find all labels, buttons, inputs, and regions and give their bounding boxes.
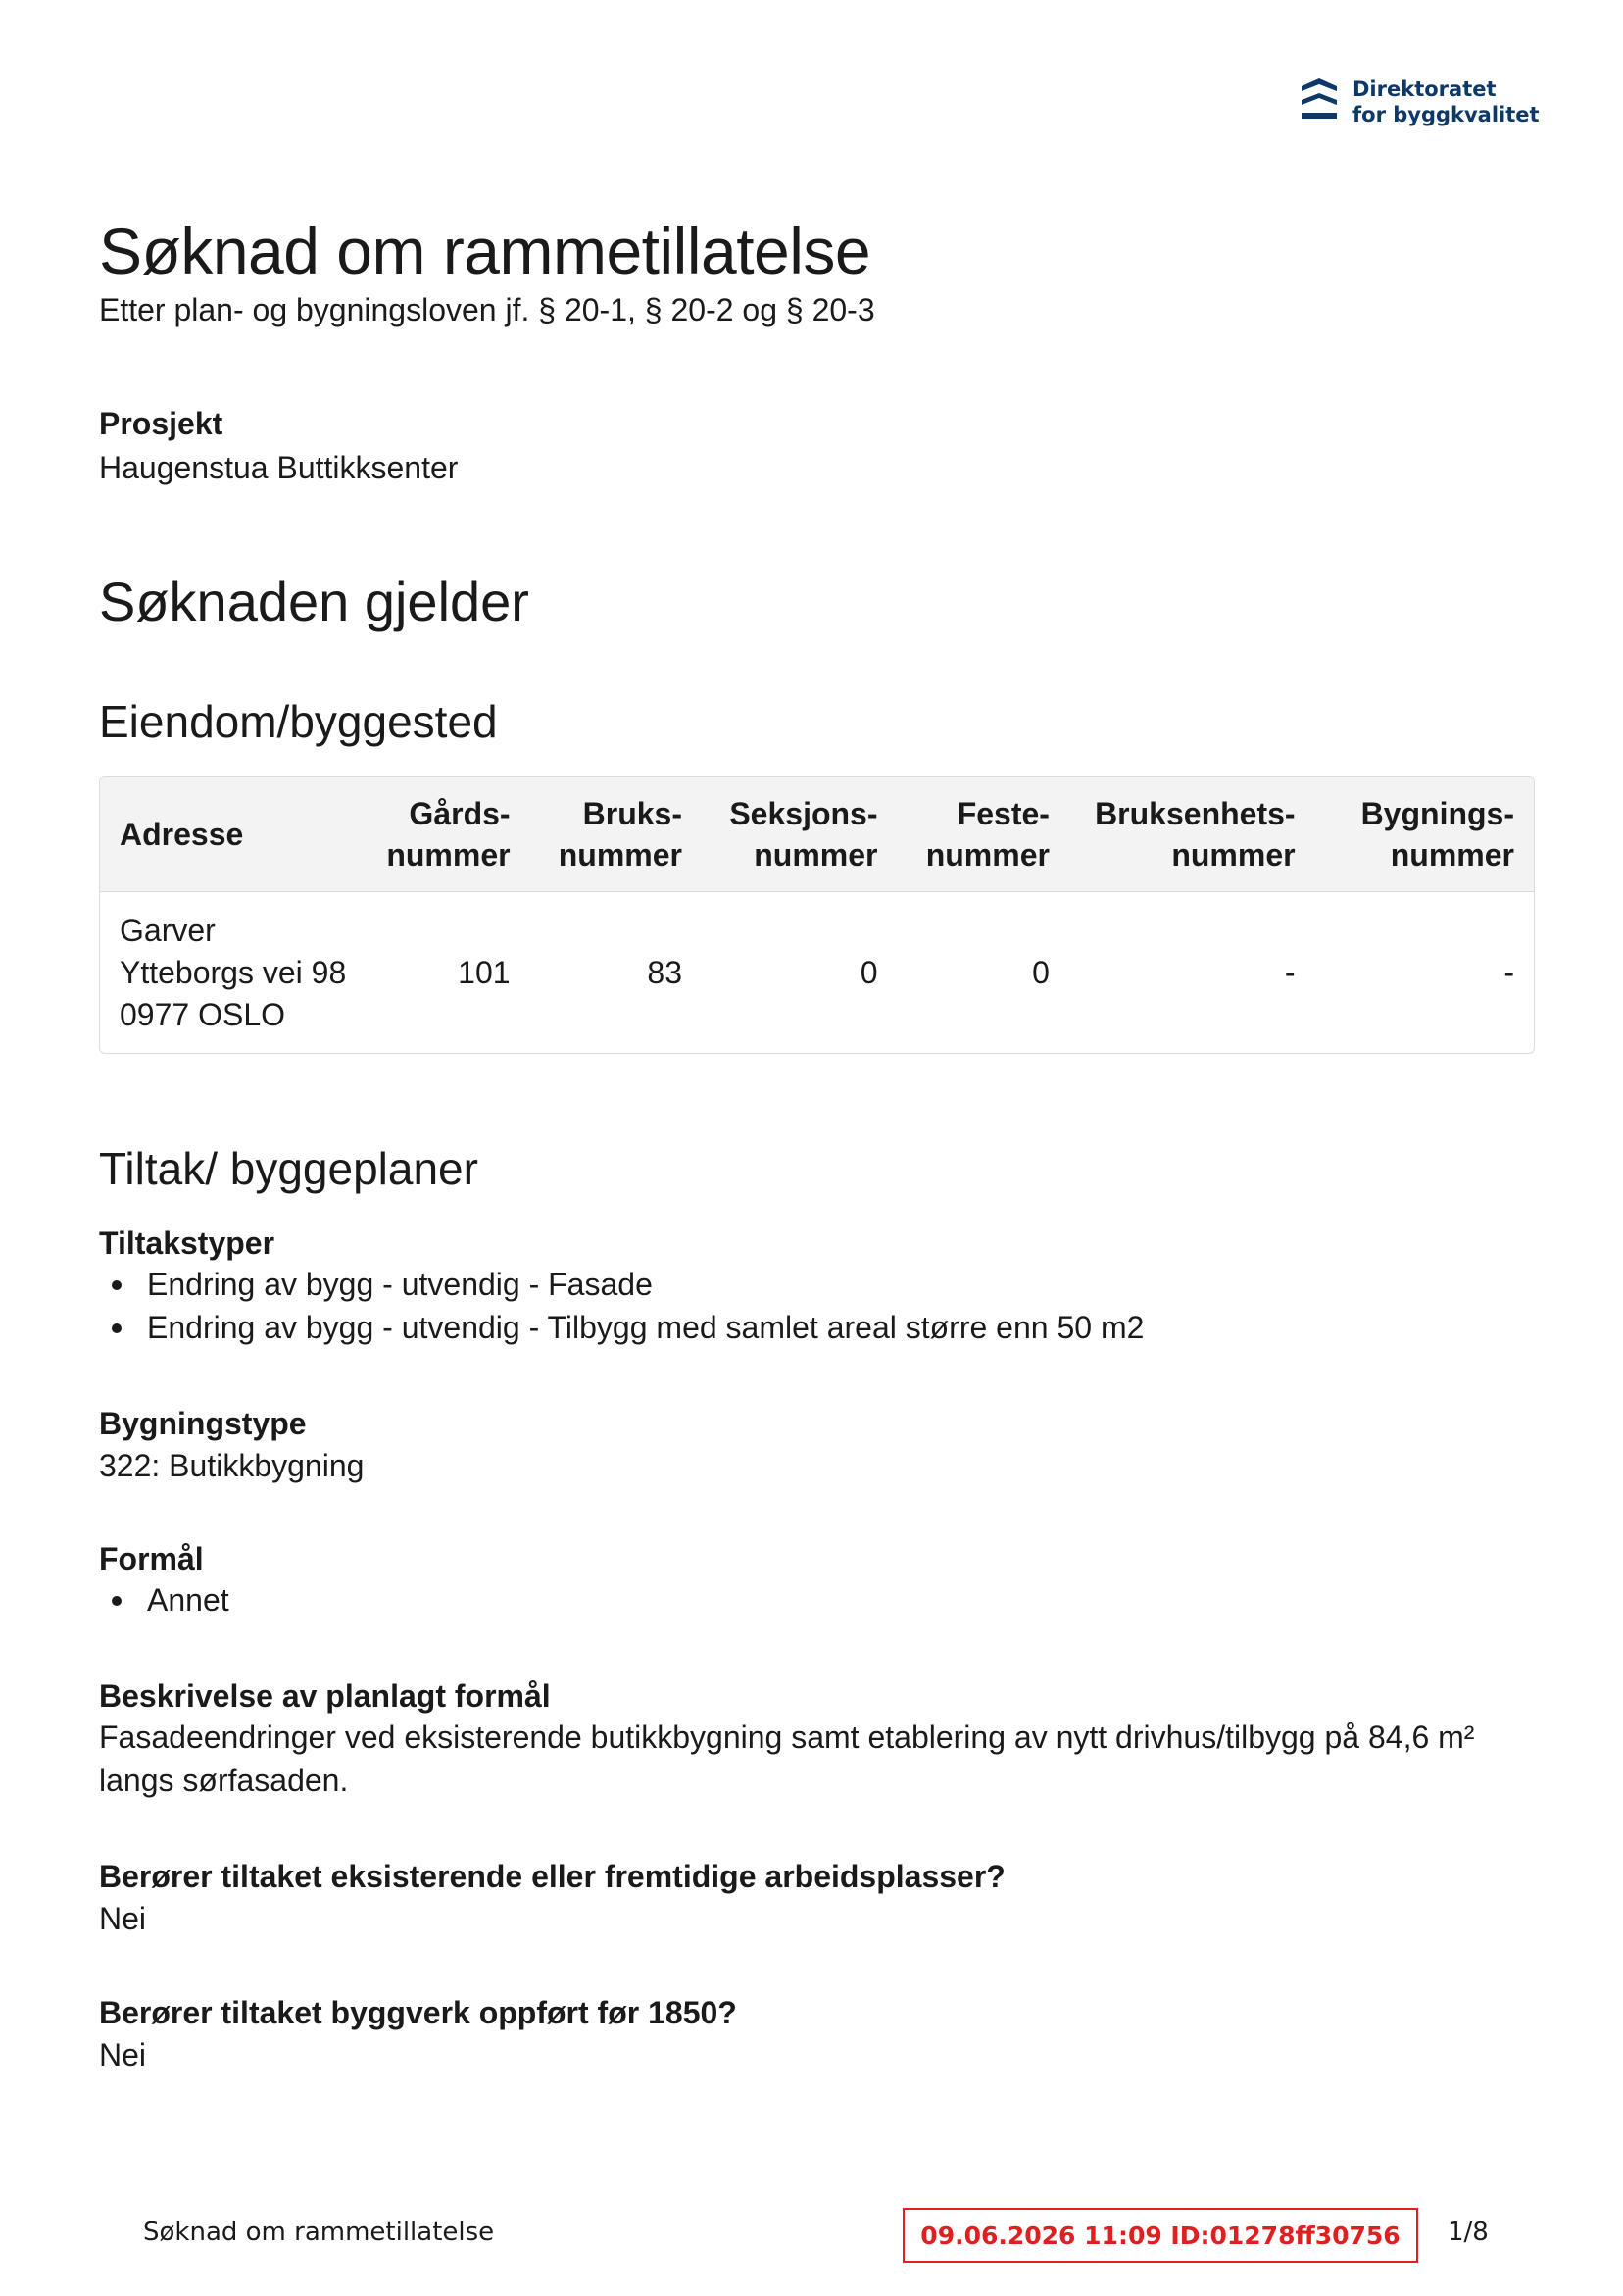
building-type-block — [99, 1404, 1535, 1488]
table-header-row — [100, 777, 1534, 892]
logo-text — [1352, 76, 1540, 127]
column-header-festenummer: Feste- nummer — [898, 777, 1069, 892]
column-header-bygningsnummer: Bygnings- nummer — [1315, 777, 1534, 892]
property-table — [99, 776, 1535, 1054]
column-header-bruksenhetsnummer: Bruksenhets- nummer — [1069, 777, 1315, 892]
document-subtitle: Etter plan- og bygningsloven jf. § 20-1, § 20-2 og § 20-3 — [99, 292, 875, 327]
document-title: Søknad om rammetillatelse — [99, 215, 871, 287]
cell-bygningsnummer: - — [1503, 954, 1514, 990]
property-heading: Eiendom/byggested — [99, 696, 498, 747]
purpose-block — [99, 1539, 1535, 1622]
list-item: Annet — [99, 1578, 1535, 1622]
workplaces-label: Berører tiltaket eksisterende eller fremtidige arbeidsplasser? — [99, 1859, 1006, 1894]
cell-seksjonsnummer: 0 — [860, 954, 878, 990]
project-value: Haugenstua Buttikksenter — [99, 450, 459, 485]
project-label: Prosjekt — [99, 406, 223, 441]
cell-bruksenhetsnummer: - — [1284, 954, 1296, 990]
measure-types-block — [99, 1223, 1535, 1349]
cell-address: Garver Ytteborgs vei 98 0977 OSLO — [120, 912, 347, 1032]
column-header-address: Adresse — [100, 777, 367, 892]
building-type-value: 322: Butikkbygning — [99, 1448, 365, 1483]
purpose-label: Formål — [99, 1541, 204, 1576]
workplaces-value: Nei — [99, 1901, 147, 1936]
measures-heading: Tiltak/ byggeplaner — [99, 1143, 478, 1194]
list-item: Endring av bygg - utvendig - Tilbygg med samlet areal større enn 50 m2 — [99, 1306, 1535, 1349]
logo-line-1: Direktoratet — [1352, 77, 1497, 101]
pre1850-value: Nei — [99, 2037, 147, 2072]
list-item: Endring av bygg - utvendig - Fasade — [99, 1263, 1535, 1306]
section-heading-applies: Søknaden gjelder — [99, 571, 529, 632]
description-value: Fasadeendringer ved eksisterende butikkbygning samt etablering av nytt drivhus/tilbygg på 84,6 m² langs sørfasaden. — [99, 1720, 1475, 1798]
cell-festenummer: 0 — [1032, 954, 1050, 990]
purpose-list — [99, 1578, 1535, 1622]
building-type-label: Bygningstype — [99, 1406, 307, 1441]
dibk-logo — [1300, 76, 1540, 127]
measure-types-label: Tiltakstyper — [99, 1225, 275, 1261]
timestamp-id-stamp: 09.06.2026 11:09 ID:01278ff30756 — [903, 2208, 1418, 2263]
table-row — [100, 892, 1534, 1054]
footer-title: Søknad om rammetillatelse — [143, 2218, 495, 2247]
measure-types-list — [99, 1263, 1535, 1349]
column-header-bruksnummer: Bruks- nummer — [530, 777, 702, 892]
cell-bruksnummer: 83 — [647, 954, 682, 990]
pre1850-block — [99, 1993, 1535, 2077]
description-label: Beskrivelse av planlagt formål — [99, 1678, 551, 1714]
column-header-gardsnummer: Gårds- nummer — [367, 777, 529, 892]
page-number: 1/8 — [1448, 2218, 1489, 2247]
pre1850-label: Berører tiltaket byggverk oppført før 1850? — [99, 1995, 737, 2030]
cell-gardsnummer: 101 — [458, 954, 511, 990]
workplaces-block — [99, 1857, 1535, 1941]
description-block — [99, 1676, 1535, 1802]
column-header-seksjonsnummer: Seksjons- nummer — [702, 777, 898, 892]
logo-line-2: for byggkvalitet — [1352, 103, 1540, 126]
dibk-logo-icon — [1300, 76, 1339, 124]
project-block — [99, 404, 1535, 490]
